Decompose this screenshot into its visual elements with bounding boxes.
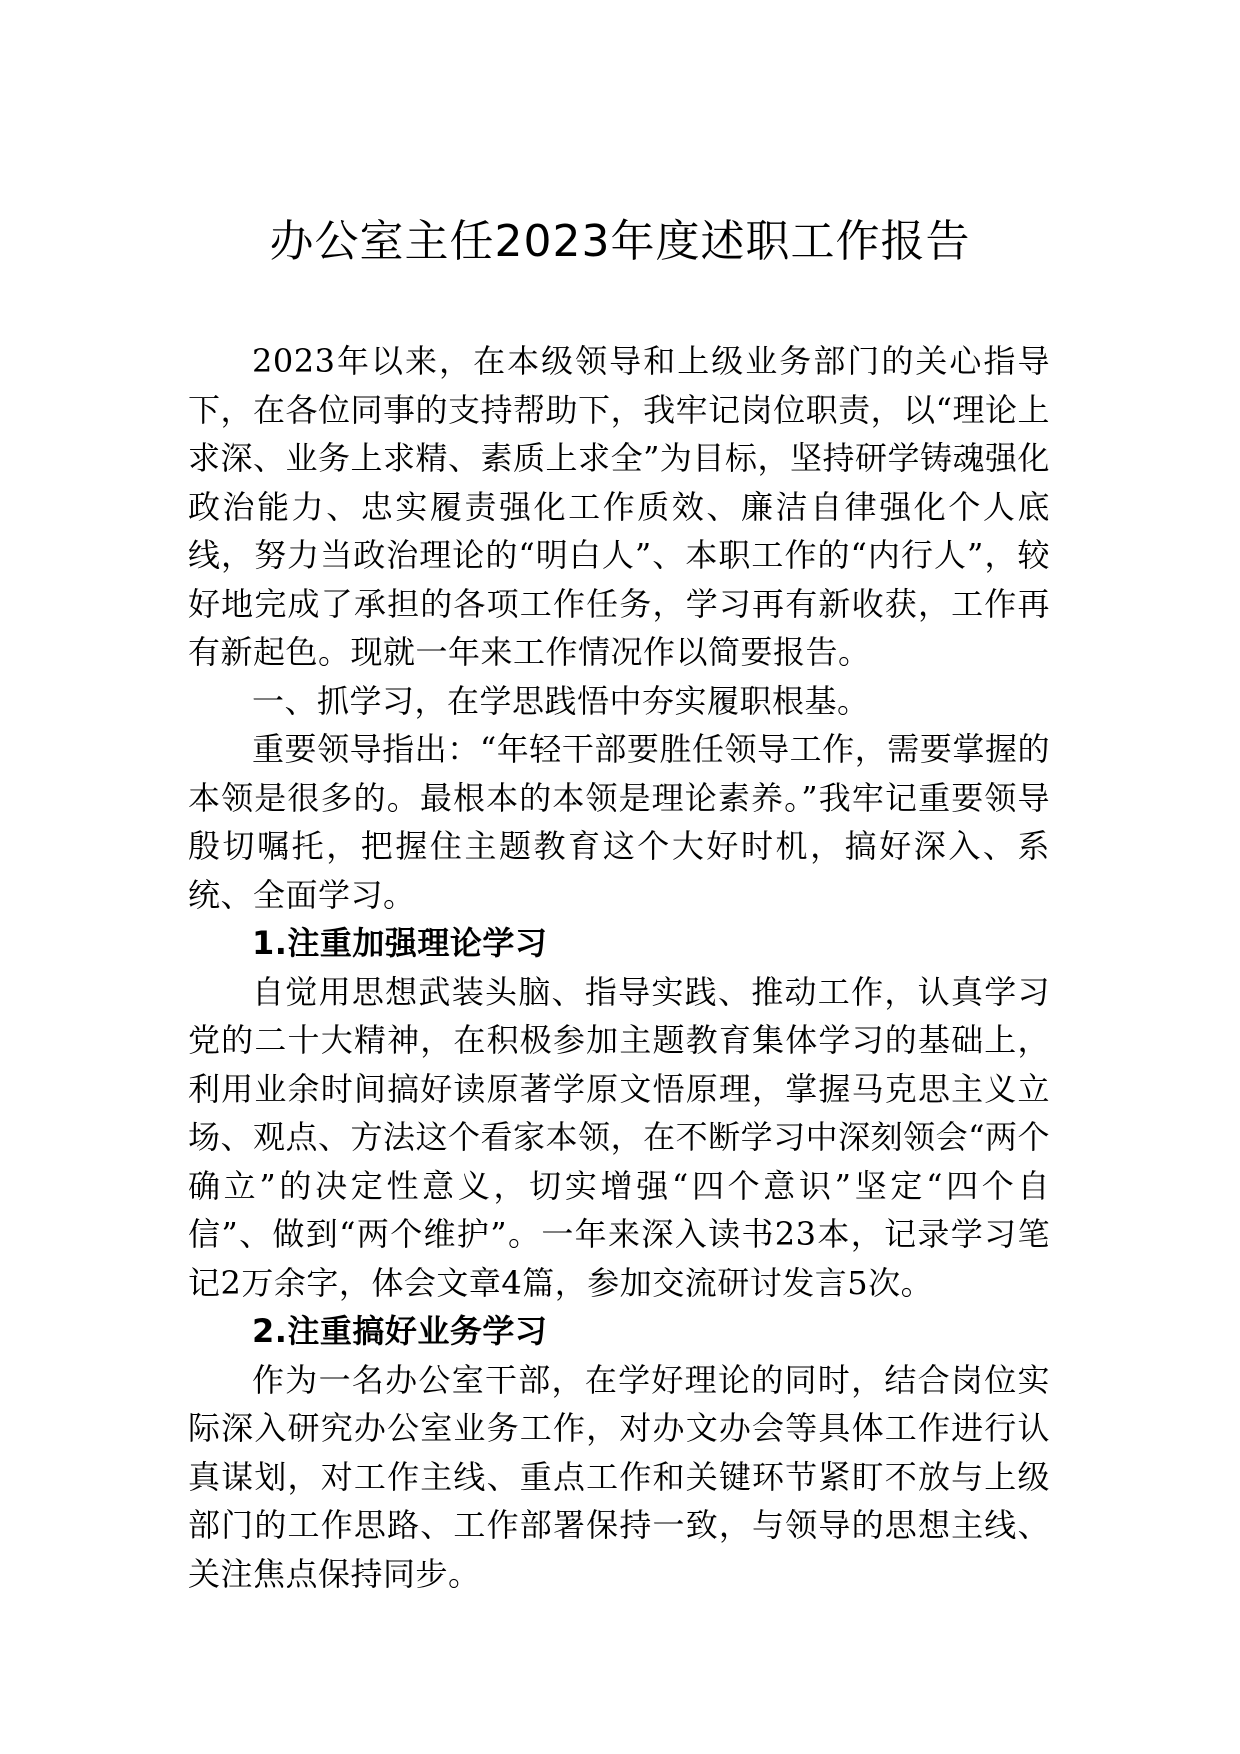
document-body	[188, 337, 1050, 1598]
body-paragraph: 作为一名办公室干部，在学好理论的同时，结合岗位实际深入研究办公室业务工作，对办文办会等具体工作进行认真谋划，对工作主线、重点工作和关键环节紧盯不放与上级部门的工作思路、工作部署保持一致，与领导的思想主线、关注焦点保持同步。	[188, 1360, 1050, 1593]
subsection-heading: 1.注重加强理论学习	[252, 924, 548, 962]
subsection-heading: 2.注重搞好业务学习	[252, 1312, 548, 1350]
document-title: 办公室主任2023年度述职工作报告	[269, 216, 971, 267]
body-paragraph: 自觉用思想武装头脑、指导实践、推动工作，认真学习党的二十大精神，在积极参加主题教育集体学习的基础上，利用业余时间搞好读原著学原文悟原理，掌握马克思主义立场、观点、方法这个看家本领，在不断学习中深刻领会“两个确立”的决定性意义，切实增强“四个意识”坚定“四个自信”、做到“两个维护”。一年来深入读书23本，记录学习笔记2万余字，体会文章4篇，参加交流研讨发言5次。	[188, 972, 1050, 1302]
body-paragraph: 2023年以来，在本级领导和上级业务部门的关心指导下，在各位同事的支持帮助下，我牢记岗位职责，以“理论上求深、业务上求精、素质上求全”为目标，坚持研学铸魂强化政治能力、忠实履责强化工作质效、廉洁自律强化个人底线，努力当政治理论的“明白人”、本职工作的“内行人”，较好地完成了承担的各项工作任务，学习再有新收获，工作再有新起色。现就一年来工作情况作以简要报告。	[188, 342, 1050, 671]
body-paragraph: 重要领导指出：“年轻干部要胜任领导工作，需要掌握的本领是很多的。最根本的本领是理论素养。”我牢记重要领导殷切嘱托，把握住主题教育这个大好时机，搞好深入、系统、全面学习。	[188, 730, 1050, 914]
section-heading: 一、抓学习，在学思践悟中夯实履职根基。	[252, 681, 870, 720]
